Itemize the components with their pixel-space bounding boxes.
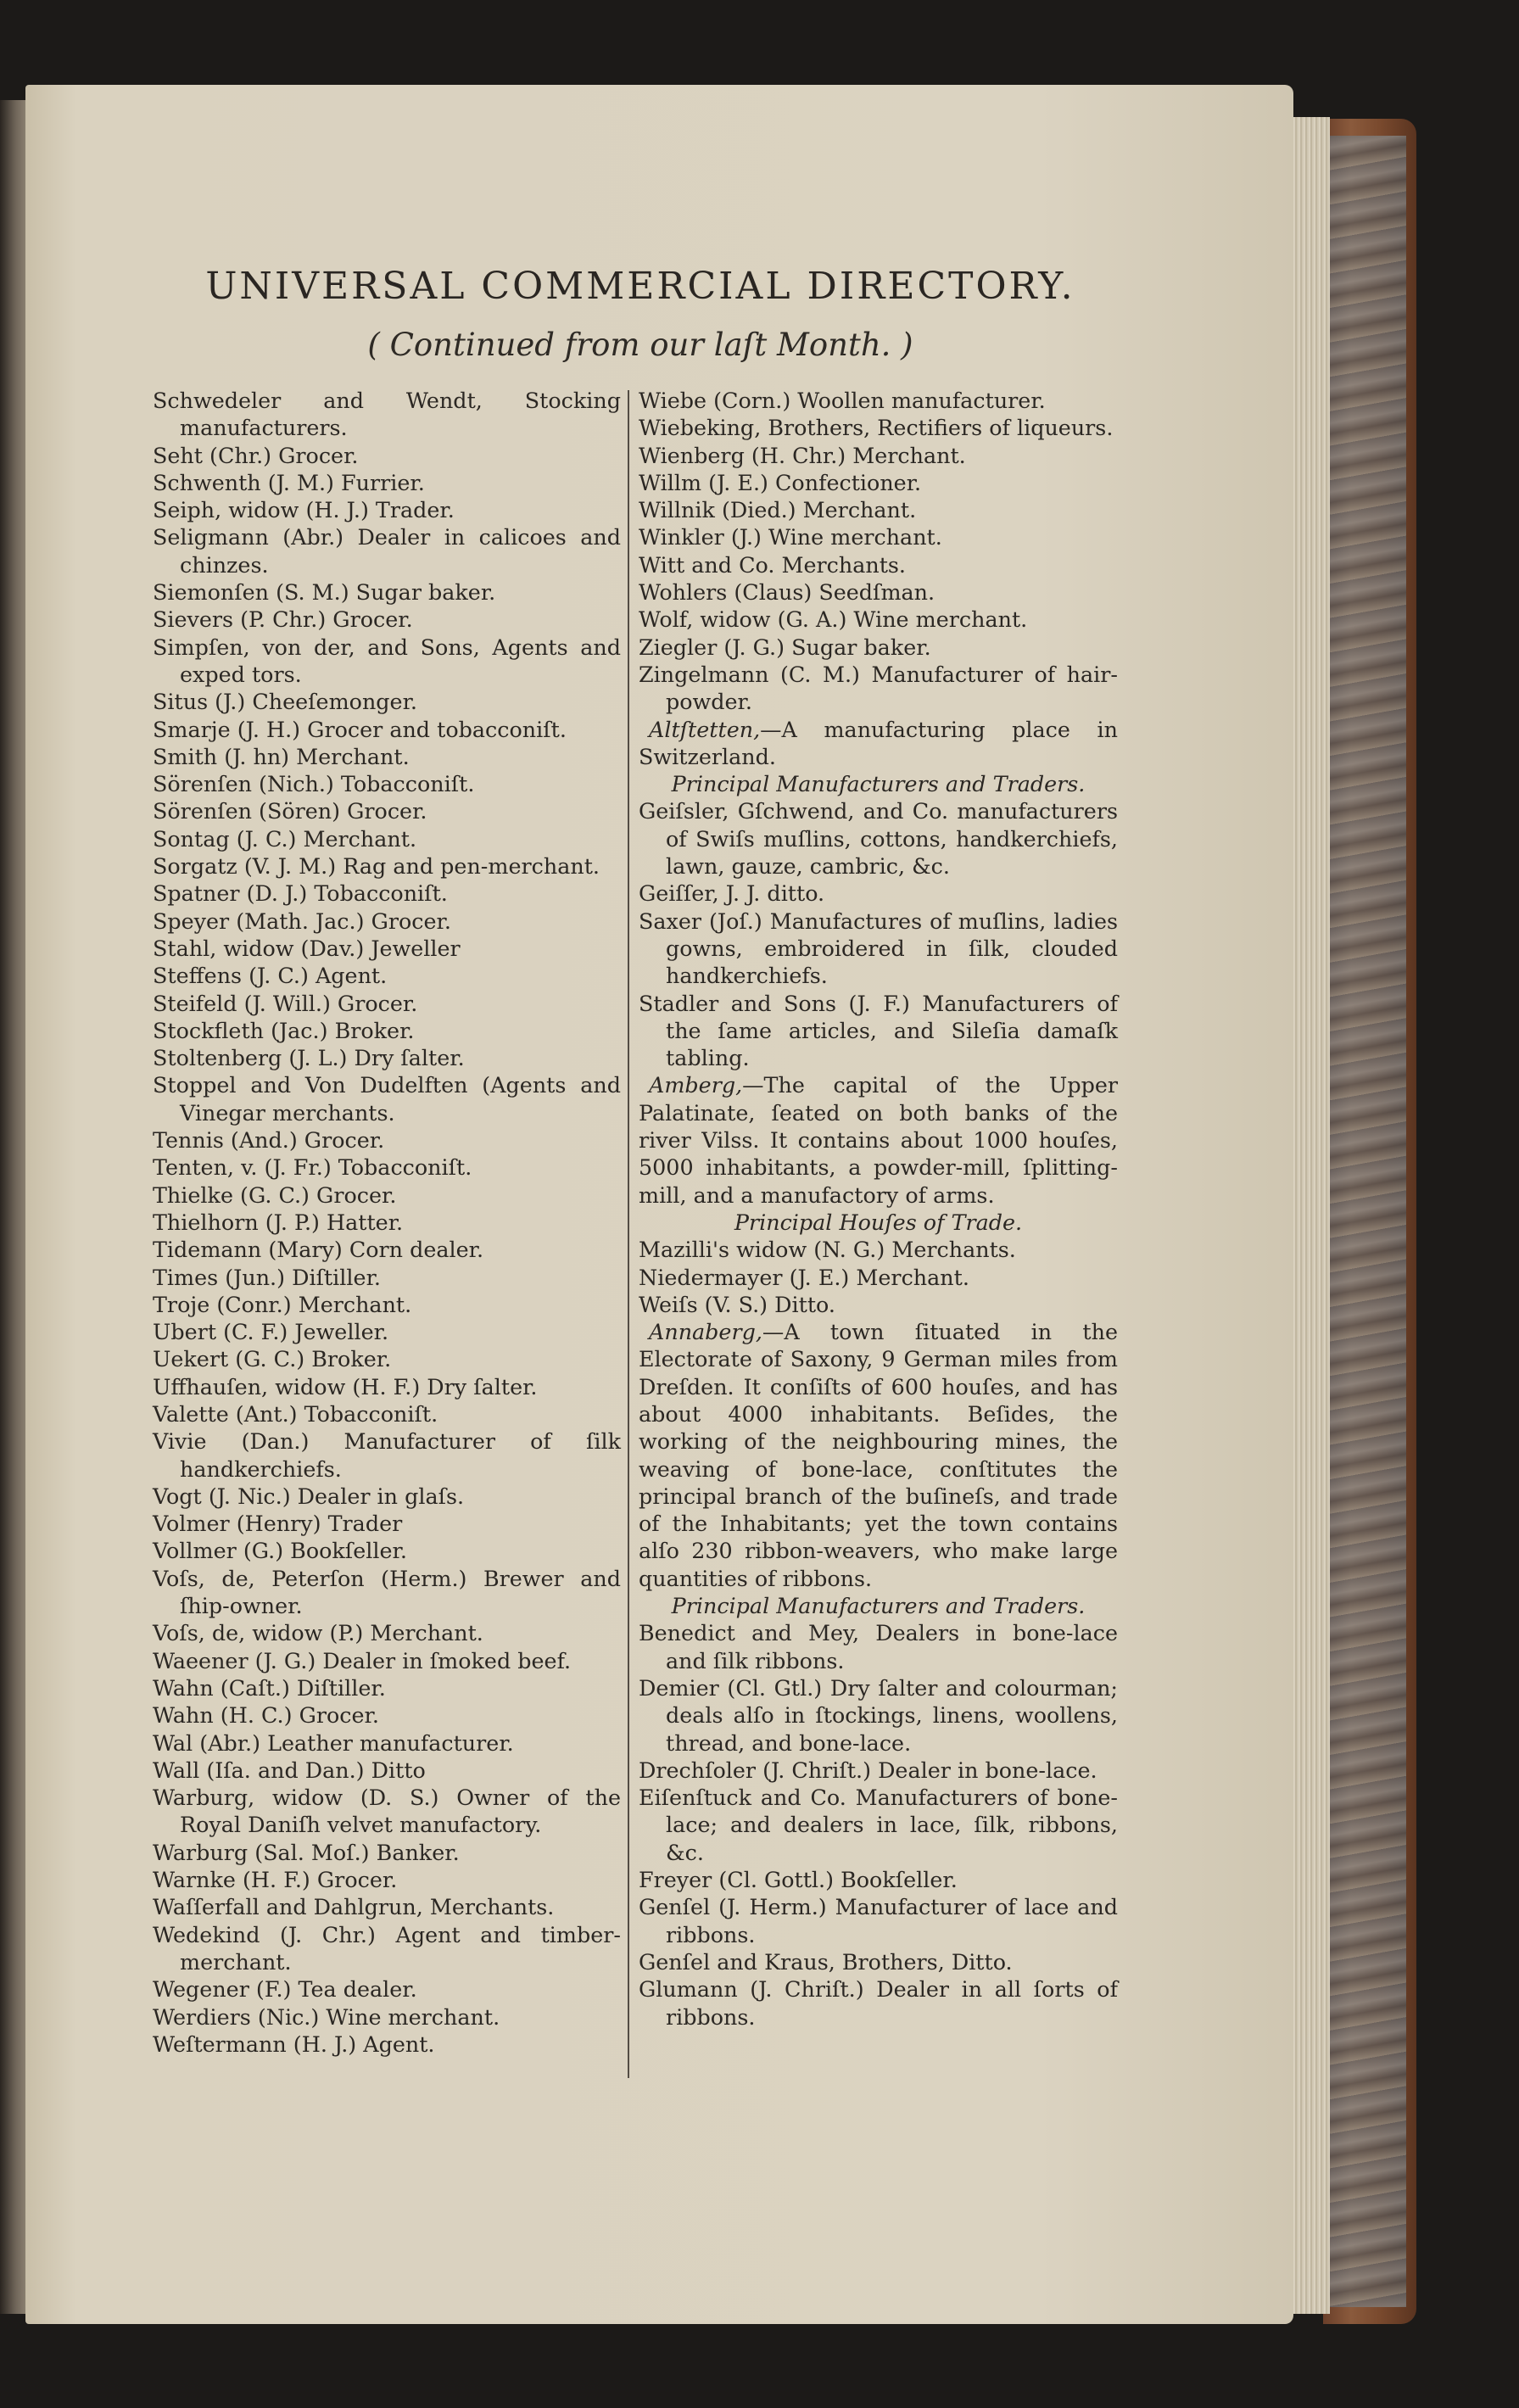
- directory-entry: Uffhauſen, widow (H. F.) Dry ſalter.: [153, 1373, 538, 1400]
- directory-entry: Weiſs (V. S.) Ditto.: [639, 1291, 835, 1317]
- directory-entry: Wahn (Caſt.) Diſtiller.: [153, 1674, 386, 1701]
- place-text: —A town ſituated in the Electorate of Saxony, 9 German miles from Dreſden. It conſiſts of 600 houſes, and has about 4000 inhabitants. Beſides, the working of the neighbouring mines, the weaving of bone-lace, conſtitutes the principal branch of the buſineſs, and trade of the Inhabitants; yet the town contains alſo 230 ribbon-weavers, who make large quantities of ribbons.: [639, 1319, 1118, 1591]
- directory-entry: Eiſenſtuck and Co. Manufacturers of bone-lace; and dealers in lace, ſilk, ribbons, &c.: [639, 1785, 1118, 1865]
- directory-entry: Troje (Conr.) Merchant.: [153, 1291, 412, 1317]
- directory-entry: Tenten, v. (J. Fr.) Tobacconiſt.: [153, 1154, 472, 1181]
- directory-entry: Smarje (J. H.) Grocer and tobacconiſt.: [153, 716, 567, 742]
- directory-entry: Winkler (J.) Wine merchant.: [639, 524, 942, 550]
- directory-entry: Wolf, widow (G. A.) Wine merchant.: [639, 606, 1028, 633]
- directory-entry: Seht (Chr.) Grocer.: [153, 442, 359, 468]
- page-title: UNIVERSAL COMMERCIAL DIRECTORY.: [205, 265, 1075, 308]
- directory-entry: Werdiers (Nic.) Wine merchant.: [153, 2003, 500, 2030]
- directory-entry: Benedict and Mey, Dealers in bone-lace and ſilk ribbons.: [639, 1620, 1118, 1673]
- directory-entry: Wienberg (H. Chr.) Merchant.: [639, 442, 966, 468]
- directory-entry: Schwedeler and Wendt, Stocking manufacturers.: [153, 388, 621, 441]
- section-heading: Principal Houſes of Trade.: [734, 1209, 1023, 1235]
- directory-entry: Drechſoler (J. Chriſt.) Dealer in bone-lace.: [639, 1757, 1097, 1783]
- directory-entry: Warburg (Sal. Moſ.) Banker.: [153, 1839, 460, 1865]
- section-heading: Principal Manufacturers and Traders.: [671, 1593, 1086, 1619]
- column-divider: [628, 390, 629, 2078]
- page-subtitle: ( Continued from our laſt Month. ): [367, 327, 913, 363]
- directory-entry: Niedermayer (J. E.) Merchant.: [639, 1264, 969, 1290]
- place-name: Annaberg,: [649, 1319, 762, 1345]
- directory-entry: Seligmann (Abr.) Dealer in calicoes and chinzes.: [153, 524, 621, 578]
- place-name: Amberg,: [649, 1072, 743, 1098]
- directory-entry: Mazilli's widow (N. G.) Merchants.: [639, 1237, 1016, 1263]
- directory-entry: Stoppel and Von Dudelften (Agents and Vinegar merchants.: [153, 1072, 621, 1126]
- directory-entry: Sorgatz (V. J. M.) Rag and pen-merchant.: [153, 853, 600, 880]
- directory-entry: Warnke (H. F.) Grocer.: [153, 1867, 398, 1893]
- place-description: [639, 1071, 1118, 1208]
- directory-entry: Zingelmann (C. M.) Manufacturer of hair-powder.: [639, 661, 1118, 715]
- section-heading: Principal Manufacturers and Traders.: [671, 771, 1086, 797]
- directory-entry: Steifeld (J. Will.) Grocer.: [153, 990, 418, 1016]
- directory-entry: Warburg, widow (D. S.) Owner of the Royal Daniſh velvet manufactory.: [153, 1785, 621, 1838]
- directory-entry: Weſtermann (H. J.) Agent.: [153, 2031, 435, 2057]
- directory-entry: Sontag (J. C.) Merchant.: [153, 825, 417, 852]
- directory-entry: Vogt (J. Nic.) Dealer in glaſs.: [153, 1483, 465, 1509]
- place-name: Altſtetten,: [649, 716, 761, 742]
- directory-entry: Sievers (P. Chr.) Grocer.: [153, 606, 413, 633]
- directory-entry: Geiſsler, Gſchwend, and Co. manufacturers of Swiſs muſlins, cottons, handkerchiefs, lawn, gauze, cambric, &c.: [639, 798, 1118, 880]
- directory-entry: Schwenth (J. M.) Furrier.: [153, 469, 425, 495]
- left-page-edge: [0, 100, 25, 2314]
- directory-entry: Tidemann (Mary) Corn dealer.: [153, 1237, 484, 1263]
- directory-entry: Stockfleth (Jac.) Broker.: [153, 1017, 415, 1043]
- directory-entry: Spatner (D. J.) Tobacconiſt.: [153, 880, 448, 907]
- place-description: [639, 716, 1118, 771]
- directory-entry: Willm (J. E.) Confectioner.: [639, 469, 922, 495]
- place-description: [639, 1318, 1118, 1592]
- directory-entry: Stadler and Sons (J. F.) Manufacturers of the ſame articles, and Sileſia damaſk tabling.: [639, 990, 1118, 1071]
- directory-entry: Wohlers (Claus) Seedſman.: [639, 579, 935, 606]
- directory-entry: Willnik (Died.) Merchant.: [639, 497, 917, 523]
- directory-entry: Sörenſen (Sören) Grocer.: [153, 798, 427, 824]
- directory-entry: Speyer (Math. Jac.) Grocer.: [153, 908, 451, 934]
- directory-entry: Smith (J. hn) Merchant.: [153, 743, 410, 769]
- directory-entry: Simpſen, von der, and Sons, Agents and exped tors.: [153, 634, 621, 687]
- directory-entry: Steffens (J. C.) Agent.: [153, 963, 388, 989]
- directory-entry: Times (Jun.) Diſtiller.: [153, 1264, 381, 1290]
- directory-entry: Wall (Iſa. and Dan.) Ditto: [153, 1757, 426, 1783]
- directory-entry: Vollmer (G.) Bookſeller.: [153, 1538, 407, 1564]
- directory-entry: Waſſerfall and Dahlgrun, Merchants.: [153, 1894, 555, 1920]
- directory-entry: Stoltenberg (J. L.) Dry ſalter.: [153, 1045, 465, 1071]
- directory-entry: Wedekind (J. Chr.) Agent and timber-merchant.: [153, 1921, 621, 1975]
- directory-entry: Thielke (G. C.) Grocer.: [153, 1182, 397, 1208]
- place-text: —The capital of the Upper Palatinate, ſeated on both banks of the river Vilss. It contains about 1000 houſes, 5000 inhabitants, a powder-mill, ſplitting-mill, and a manufactory of arms.: [639, 1072, 1118, 1208]
- directory-entry: Thielhorn (J. P.) Hatter.: [153, 1209, 404, 1235]
- directory-entry: Siemonſen (S. M.) Sugar baker.: [153, 579, 496, 606]
- directory-entry: Wahn (H. C.) Grocer.: [153, 1702, 379, 1729]
- directory-entry: Uekert (G. C.) Broker.: [153, 1346, 392, 1372]
- left-column: [153, 387, 621, 2058]
- directory-entry: Witt and Co. Merchants.: [639, 551, 907, 578]
- directory-entry: Wiebe (Corn.) Woollen manufacturer.: [639, 388, 1046, 413]
- place-text: —A manufacturing place in Switzerland.: [639, 716, 1118, 769]
- directory-entry: Voſs, de, Peterſon (Herm.) Brewer and ſhip-owner.: [153, 1565, 621, 1619]
- directory-entry: Sörenſen (Nich.) Tobacconiſt.: [153, 771, 475, 797]
- directory-entry: Ziegler (J. G.) Sugar baker.: [639, 634, 931, 660]
- directory-entry: Vivie (Dan.) Manufacturer of ſilk handkerchiefs.: [153, 1428, 621, 1482]
- directory-entry: Genſel and Kraus, Brothers, Ditto.: [639, 1948, 1013, 1975]
- directory-entry: Seiph, widow (H. J.) Trader.: [153, 497, 455, 523]
- directory-entry: Freyer (Cl. Gottl.) Bookſeller.: [639, 1867, 958, 1893]
- right-column: [639, 387, 1118, 2031]
- directory-entry: Waeener (J. G.) Dealer in ſmoked beef.: [153, 1647, 572, 1673]
- page-edges: [1287, 117, 1330, 2314]
- directory-entry: Situs (J.) Cheeſemonger.: [153, 689, 418, 715]
- directory-entry: Ubert (C. F.) Jeweller.: [153, 1319, 389, 1345]
- directory-entry: Genſel (J. Herm.) Manufacturer of lace and ribbons.: [639, 1894, 1118, 1947]
- marbled-cover-edge: [1330, 136, 1406, 2307]
- directory-entry: Volmer (Henry) Trader: [153, 1511, 403, 1537]
- directory-entry: Saxer (Joſ.) Manufactures of muſlins, ladies gowns, embroidered in ſilk, clouded handkerchiefs.: [639, 908, 1118, 989]
- directory-entry: Geiſſer, J. J. ditto.: [639, 880, 825, 907]
- directory-entry: Wal (Abr.) Leather manufacturer.: [153, 1729, 514, 1756]
- directory-entry: Demier (Cl. Gtl.) Dry ſalter and colourman; deals alſo in ſtockings, linens, woollens, thread, and bone-lace.: [639, 1674, 1118, 1756]
- directory-entry: Glumann (J. Chriſt.) Dealer in all ſorts of ribbons.: [639, 1976, 1118, 2030]
- directory-entry: Wegener (F.) Tea dealer.: [153, 1976, 417, 2003]
- directory-entry: Tennis (And.) Grocer.: [153, 1127, 385, 1154]
- directory-entry: Stahl, widow (Dav.) Jeweller: [153, 935, 461, 961]
- directory-entry: Valette (Ant.) Tobacconiſt.: [153, 1400, 438, 1427]
- directory-entry: Voſs, de, widow (P.) Merchant.: [153, 1620, 483, 1646]
- directory-entry: Wiebeking, Brothers, Rectifiers of liqueurs.: [639, 415, 1114, 441]
